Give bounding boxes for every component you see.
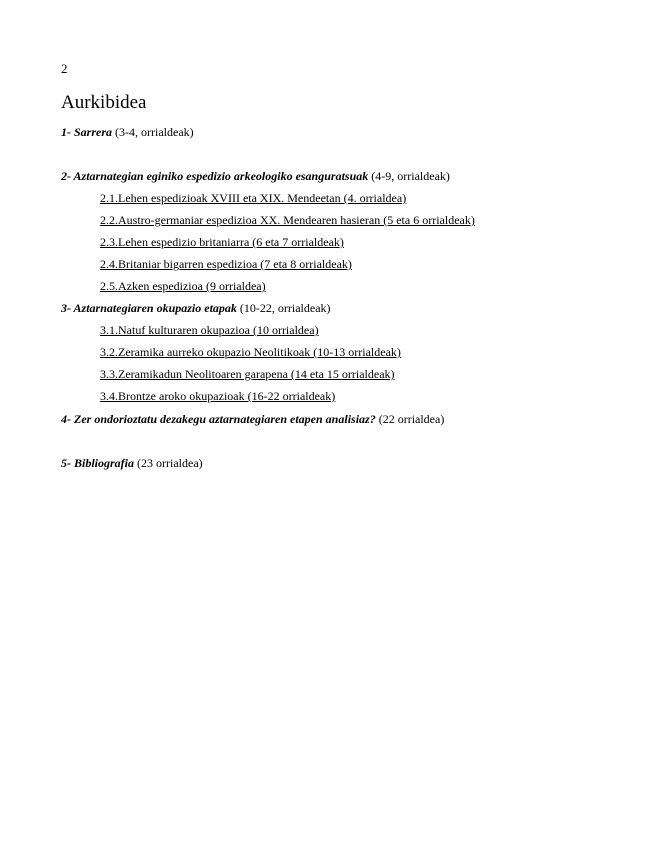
section-pages: (23 orrialdea)	[137, 456, 203, 470]
subsection-link[interactable]: 3.3.Zeramikadun Neolitoaren garapena (14 eta 15 orrialdeak)	[100, 367, 395, 381]
subsection-link[interactable]: 3.1.Natuf kulturaren okupazioa (10 orrialdea)	[100, 323, 319, 337]
toc-subsection-2-3[interactable]	[100, 235, 344, 250]
subsection-link[interactable]: 2.1.Lehen espedizioak XVIII eta XIX. Mendeetan (4. orrialdea)	[100, 191, 407, 205]
section-pages: (4-9, orrialdeak)	[371, 169, 450, 183]
toc-subsection-3-3[interactable]	[100, 367, 395, 382]
section-title: 4- Zer ondorioztatu dezakegu aztarnategiaren etapen analisiaz?	[61, 412, 376, 426]
subsection-link[interactable]: 2.2.Austro-germaniar espedizioa XX. Mendearen hasieran (5 eta 6 orrialdeak)	[100, 213, 475, 227]
toc-subsection-2-4[interactable]	[100, 257, 352, 272]
section-title: 2- Aztarnategian eginiko espedizio arkeologiko esanguratsuak	[61, 169, 369, 183]
subsection-link[interactable]: 3.2.Zeramika aurreko okupazio Neolitikoak (10-13 orrialdeak)	[100, 345, 401, 359]
section-pages: (22 orrialdea)	[378, 412, 445, 426]
section-title: 1- Sarrera	[61, 125, 113, 139]
toc-subsection-2-2[interactable]	[100, 213, 475, 228]
toc-section-1[interactable]	[61, 125, 194, 140]
section-title: 3- Aztarnategiaren okupazio etapak	[61, 301, 237, 315]
toc-section-3[interactable]	[61, 301, 331, 316]
section-title: 5- Bibliografia	[61, 456, 135, 470]
page-number: 2	[61, 61, 68, 76]
toc-subsection-3-4[interactable]	[100, 389, 335, 404]
subsection-link[interactable]: 3.4.Brontze aroko okupazioak (16-22 orrialdeak)	[100, 389, 336, 403]
toc-subsection-3-2[interactable]	[100, 345, 401, 360]
subsection-link[interactable]: 2.4.Britaniar bigarren espedizioa (7 eta 8 orrialdeak)	[100, 257, 352, 271]
toc-subsection-2-1[interactable]	[100, 191, 406, 206]
toc-subsection-3-1[interactable]	[100, 323, 319, 338]
toc-subsection-2-5[interactable]	[100, 279, 266, 294]
section-pages: (3-4, orrialdeak)	[115, 125, 194, 139]
toc-section-2[interactable]	[61, 169, 450, 184]
toc-section-4[interactable]	[61, 412, 444, 427]
toc-title: Aurkibidea	[61, 92, 147, 113]
subsection-link[interactable]: 2.3.Lehen espedizio britaniarra (6 eta 7 orrialdeak)	[100, 235, 344, 249]
subsection-link[interactable]: 2.5.Azken espedizioa (9 orrialdea)	[100, 279, 266, 293]
section-pages: (10-22, orrialdeak)	[239, 301, 331, 315]
toc-section-5[interactable]	[61, 456, 203, 471]
